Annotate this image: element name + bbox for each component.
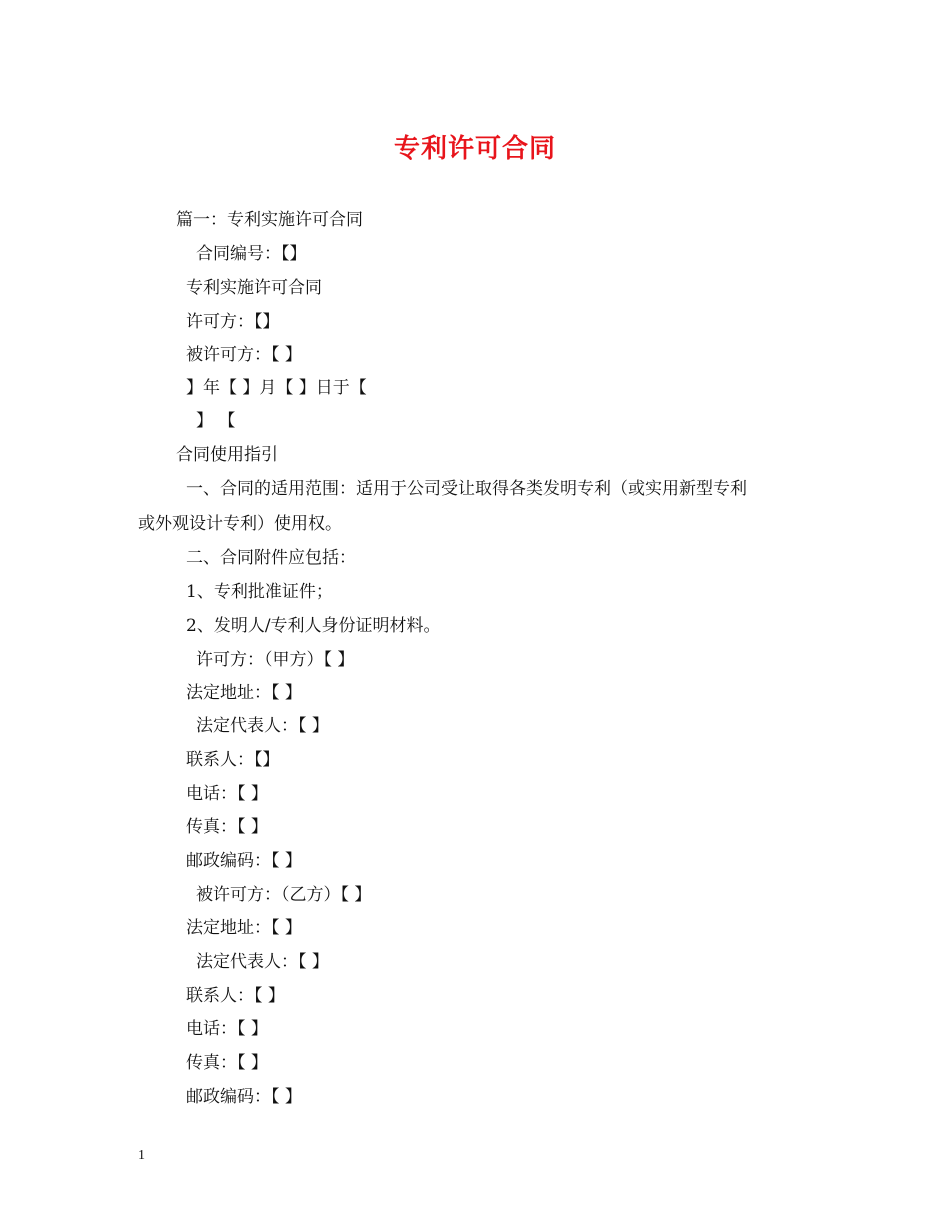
- licensor-line: 许可方：【】: [186, 312, 280, 332]
- page-number: 1: [138, 1148, 145, 1163]
- usage-guide-heading: 合同使用指引: [176, 445, 278, 465]
- party-a-fax: 传真：【 】: [186, 817, 268, 837]
- party-a-representative: 法定代表人：【 】: [196, 716, 329, 736]
- party-b-postcode: 邮政编码：【 】: [186, 1087, 302, 1107]
- section-heading: 篇一：专利实施许可合同: [176, 210, 363, 230]
- scope-continuation: 或外观设计专利）使用权。: [138, 514, 342, 534]
- attachment-item-2: 2、发明人/专利人身份证明材料。: [186, 616, 441, 636]
- party-a-postcode: 邮政编码：【 】: [186, 851, 302, 871]
- contract-number: 合同编号：【】: [196, 244, 307, 264]
- party-b-fax: 传真：【 】: [186, 1053, 268, 1073]
- party-a-address: 法定地址：【 】: [186, 683, 302, 703]
- party-b-contact: 联系人：【 】: [186, 986, 285, 1006]
- party-a-phone: 电话：【 】: [186, 784, 268, 804]
- attachments-heading: 二、合同附件应包括：: [186, 548, 356, 568]
- party-b-heading: 被许可方：（乙方）【 】: [196, 885, 372, 905]
- contract-name: 专利实施许可合同: [186, 278, 322, 298]
- party-b-phone: 电话：【 】: [186, 1019, 268, 1039]
- document-title: 专利许可合同: [393, 134, 556, 164]
- attachment-item-1: 1、专利批准证件；: [186, 582, 333, 602]
- scope-paragraph: 一、合同的适用范围：适用于公司受让取得各类发明专利（或实用新型专利: [186, 479, 747, 499]
- licensee-line: 被许可方：【 】: [186, 345, 302, 365]
- party-b-representative: 法定代表人：【 】: [196, 952, 329, 972]
- party-b-address: 法定地址：【 】: [186, 918, 302, 938]
- date-line: 】年【 】月【 】日于【: [186, 378, 367, 398]
- place-line: 】 【: [196, 411, 236, 431]
- party-a-contact: 联系人：【】: [186, 750, 280, 770]
- party-a-heading: 许可方：（甲方）【 】: [196, 650, 355, 670]
